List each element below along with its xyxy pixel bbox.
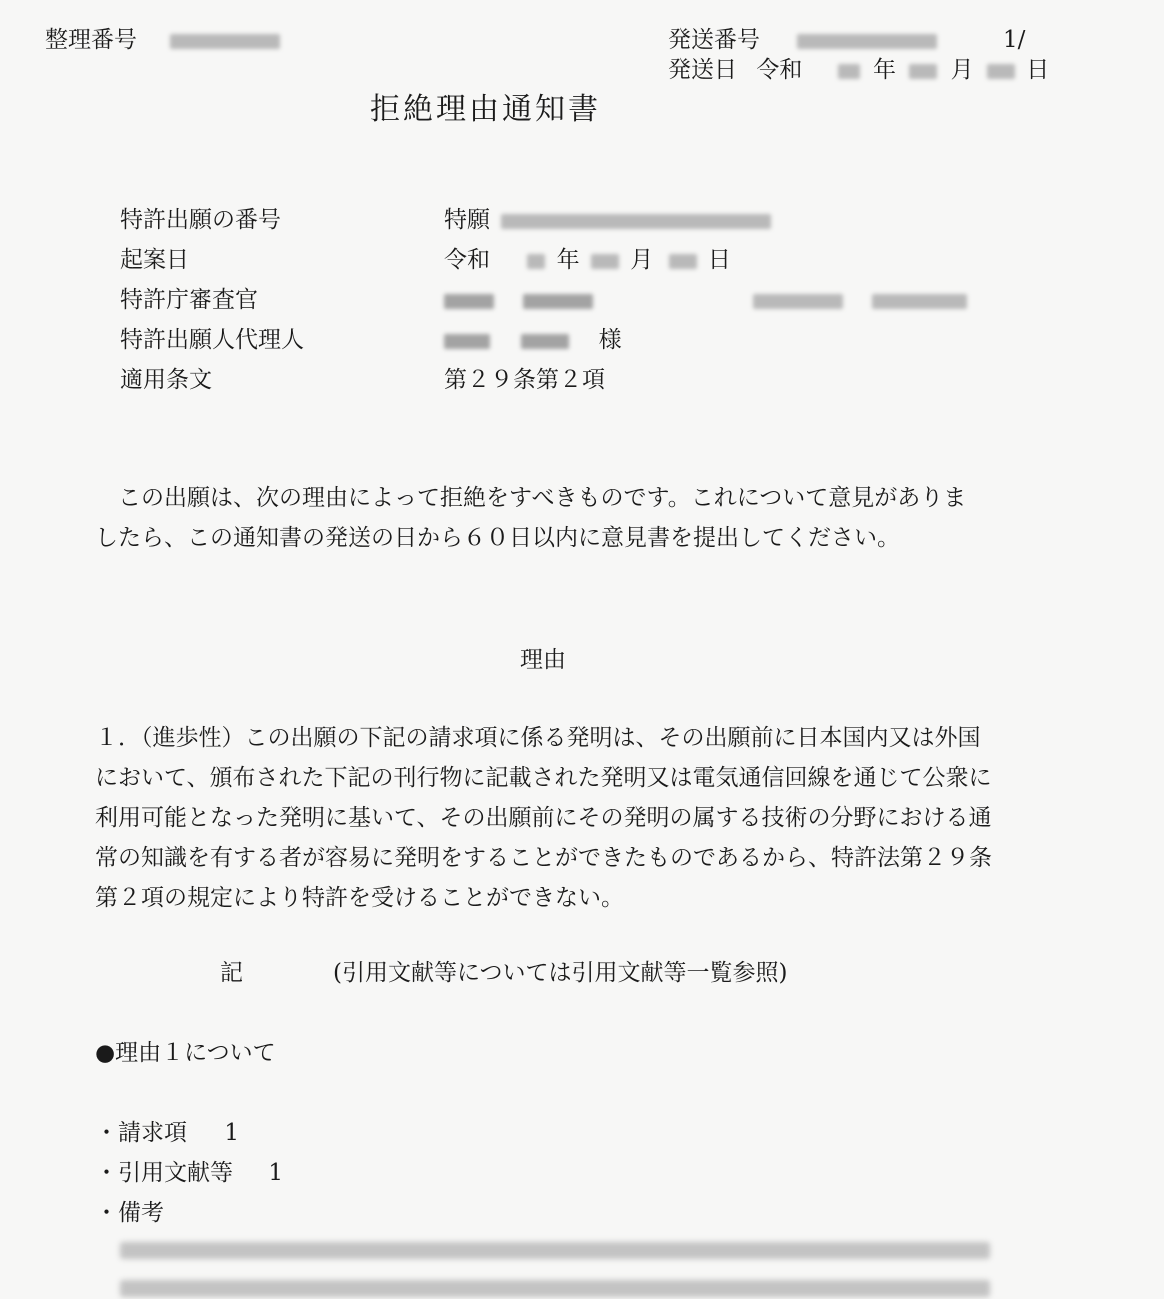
redacted-remarks-line-1: [120, 1242, 990, 1259]
redacted-draft-year: [527, 254, 545, 269]
agent-honorific: 様: [598, 327, 622, 353]
redacted-agent-given: [521, 334, 569, 349]
year-unit: 年: [872, 57, 896, 83]
reason-heading: 理由: [520, 647, 566, 673]
field-value-examiner: [444, 285, 967, 315]
redacted-reference-number: [170, 34, 280, 49]
redacted-dispatch-number: [797, 34, 937, 49]
dispatch-date-label: 発送日: [668, 57, 737, 83]
field-label-agent: 特許出願人代理人: [120, 327, 304, 353]
document-title: 拒絶理由通知書: [370, 92, 601, 127]
item-cited-label: ・引用文献等: [95, 1160, 233, 1186]
redacted-examiner-given: [523, 294, 593, 309]
item-claims-value: 1: [224, 1120, 239, 1146]
dispatch-date: [668, 55, 1049, 85]
redacted-application-number: [501, 214, 771, 229]
page-marker: 1/: [1003, 27, 1026, 53]
reference-number-label: 整理番号: [45, 27, 137, 53]
draft-year-unit: 年: [556, 247, 580, 273]
field-label-applicable-article: 適用条文: [120, 367, 212, 393]
month-unit: 月: [950, 57, 974, 83]
field-label-examiner: 特許庁審査官: [120, 287, 258, 313]
item-cited-value: 1: [268, 1160, 283, 1186]
draft-month-unit: 月: [630, 247, 654, 273]
ki-label: 記: [220, 960, 243, 986]
field-value-draft-date: [444, 245, 731, 275]
application-prefix: 特願: [444, 207, 490, 233]
redacted-draft-day: [669, 254, 697, 269]
field-label-application-number: 特許出願の番号: [120, 207, 281, 233]
item-remarks-label: ・備考: [95, 1200, 164, 1226]
redacted-examiner-surname: [444, 294, 494, 309]
dispatch-number-label: 発送番号: [668, 27, 760, 53]
field-value-agent: [444, 325, 622, 355]
dispatch-date-era: 令和: [756, 57, 803, 83]
item-remarks: [95, 1198, 164, 1228]
item-cited-documents: [95, 1158, 283, 1188]
dispatch-number: [668, 25, 937, 55]
redacted-remarks-line-2: [120, 1280, 990, 1297]
field-value-applicable-article: 第２９条第２項: [444, 367, 605, 393]
item-claims-label: ・請求項: [95, 1120, 187, 1146]
draft-day-unit: 日: [707, 247, 731, 273]
ki-note: (引用文献等については引用文献等一覧参照): [333, 960, 788, 986]
day-unit: 日: [1026, 57, 1050, 83]
reference-number: [45, 25, 280, 55]
intro-paragraph: この出願は、次の理由によって拒絶をすべきものです。これについて意見がありましたら、この通知書の発送の日から６０日以内に意見書を提出してください。: [95, 485, 967, 551]
redacted-agent-surname: [444, 334, 490, 349]
redacted-examiner-code-1: [753, 294, 843, 309]
draft-date-era: 令和: [444, 247, 490, 273]
redacted-year: [838, 64, 860, 79]
field-value-application-number: [444, 205, 771, 235]
field-label-draft-date: 起案日: [120, 247, 189, 273]
redacted-draft-month: [591, 254, 619, 269]
redacted-day: [987, 64, 1015, 79]
reason-1-paragraph: １．（進歩性）この出願の下記の請求項に係る発明は、その出願前に日本国内又は外国において、頒布された下記の刊行物に記載された発明又は電気通信回線を通じて公衆に利用可能となった発明に基いて、その出願前にその発明の属する技術の分野における通常の知識を有する者が容易に発明をすることができたものであるから、特許法第２９条第２項の規定により特許を受けることができない。: [95, 725, 992, 911]
reason-1-about: ●理由１について: [95, 1040, 276, 1066]
redacted-month: [909, 64, 937, 79]
redacted-examiner-code-2: [872, 294, 967, 309]
item-claims: [95, 1118, 239, 1148]
